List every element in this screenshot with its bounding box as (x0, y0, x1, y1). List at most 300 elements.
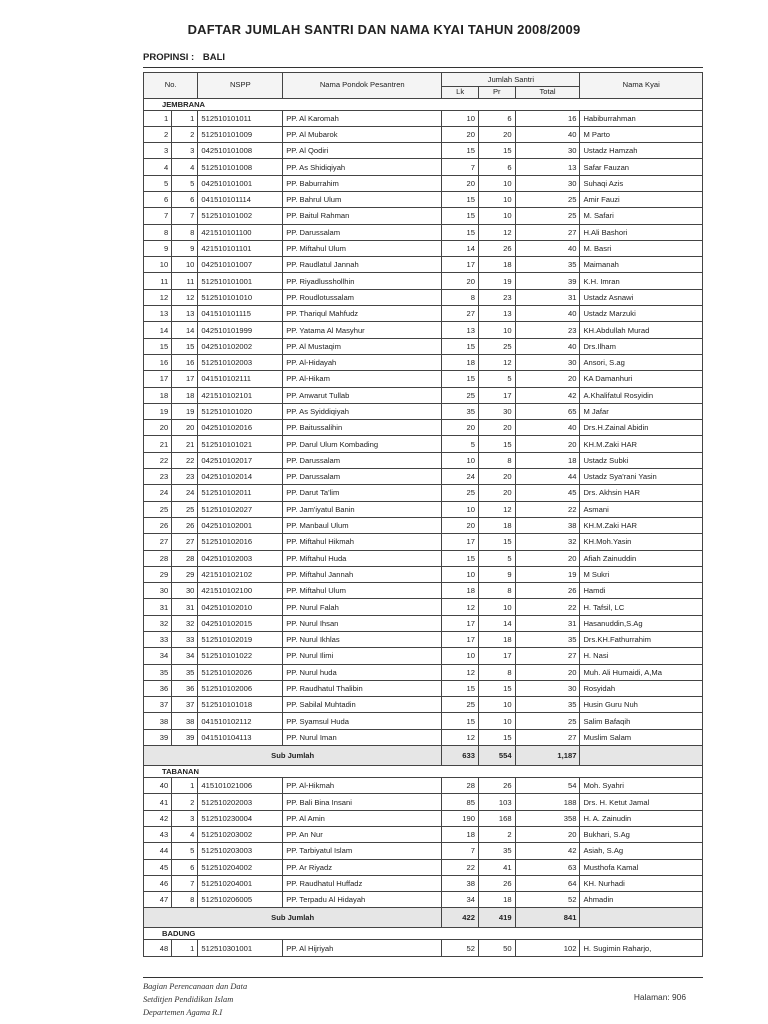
lk-cell: 20 (442, 273, 479, 289)
pr-cell: 5 (478, 550, 515, 566)
pondok-name-cell: PP. Raudlatul Jannah (283, 257, 442, 273)
lk-cell: 12 (442, 664, 479, 680)
table-row (144, 354, 703, 370)
table-row (144, 875, 703, 891)
group-number: 7 (172, 875, 198, 891)
kyai-name-cell: Ansori, S.ag (580, 354, 703, 370)
lk-cell: 17 (442, 534, 479, 550)
group-number: 16 (172, 354, 198, 370)
group-number: 19 (172, 403, 198, 419)
lk-cell: 15 (442, 550, 479, 566)
group-number: 34 (172, 648, 198, 664)
pr-cell: 12 (478, 354, 515, 370)
pondok-name-cell: PP. Anwarut Tullab (283, 387, 442, 403)
pondok-name-cell: PP. Raudhatul Huffadz (283, 875, 442, 891)
pondok-name-cell: PP. Bahrul Ulum (283, 191, 442, 207)
total-cell: 64 (515, 875, 580, 891)
nspp-cell: 042510101008 (198, 143, 283, 159)
pr-cell: 50 (478, 940, 515, 956)
total-cell: 25 (515, 191, 580, 207)
total-cell: 42 (515, 387, 580, 403)
nspp-cell: 512510101008 (198, 159, 283, 175)
group-number: 1 (172, 940, 198, 956)
lk-cell: 10 (442, 110, 479, 126)
nspp-cell: 512510101020 (198, 403, 283, 419)
pr-cell: 18 (478, 632, 515, 648)
row-number: 41 (144, 794, 172, 810)
row-number: 16 (144, 354, 172, 370)
row-number: 32 (144, 615, 172, 631)
pondok-name-cell: PP. Al Mubarok (283, 126, 442, 142)
kyai-name-cell: Ustadz Marzuki (580, 306, 703, 322)
table-row (144, 159, 703, 175)
subtotal-row (144, 746, 703, 766)
table-row (144, 713, 703, 729)
kyai-name-cell: K.H. Imran (580, 273, 703, 289)
total-cell: 27 (515, 729, 580, 745)
province-line (143, 52, 231, 63)
pr-cell: 17 (478, 387, 515, 403)
header-pondok: Nama Pondok Pesantren (283, 73, 442, 99)
province-value: BALI (202, 52, 226, 63)
total-cell: 27 (515, 224, 580, 240)
kyai-name-cell: Muslim Salam (580, 729, 703, 745)
group-header-row (144, 766, 703, 778)
subtotal-pr: 419 (478, 908, 515, 928)
row-number: 39 (144, 729, 172, 745)
table-row (144, 289, 703, 305)
pondok-name-cell: PP. As Shidiqiyah (283, 159, 442, 175)
lk-cell: 25 (442, 485, 479, 501)
table-row (144, 322, 703, 338)
pondok-name-cell: PP. Darussalam (283, 452, 442, 468)
total-cell: 30 (515, 175, 580, 191)
pondok-name-cell: PP. An Nur (283, 826, 442, 842)
kyai-name-cell: Drs.Ilham (580, 338, 703, 354)
group-number: 3 (172, 810, 198, 826)
total-cell: 20 (515, 371, 580, 387)
row-number: 26 (144, 517, 172, 533)
nspp-cell: 512510101002 (198, 208, 283, 224)
table-row (144, 566, 703, 582)
pondok-name-cell: PP. Baburrahim (283, 175, 442, 191)
total-cell: 40 (515, 240, 580, 256)
row-number: 30 (144, 583, 172, 599)
row-number: 36 (144, 680, 172, 696)
group-number: 1 (172, 110, 198, 126)
table-row (144, 143, 703, 159)
subtotal-pr: 554 (478, 746, 515, 766)
pondok-name-cell: PP. Al-Hikmah (283, 778, 442, 794)
table-row (144, 175, 703, 191)
row-number: 34 (144, 648, 172, 664)
total-cell: 25 (515, 713, 580, 729)
total-cell: 358 (515, 810, 580, 826)
pr-cell: 30 (478, 403, 515, 419)
subtotal-lk: 422 (442, 908, 479, 928)
nspp-cell: 512510101018 (198, 697, 283, 713)
nspp-cell: 512510102006 (198, 680, 283, 696)
row-number: 46 (144, 875, 172, 891)
row-number: 35 (144, 664, 172, 680)
lk-cell: 17 (442, 615, 479, 631)
group-header-row (144, 928, 703, 940)
group-number: 35 (172, 664, 198, 680)
kyai-name-cell: H. A. Zainudin (580, 810, 703, 826)
nspp-cell: 512510203002 (198, 826, 283, 842)
table-row (144, 224, 703, 240)
pondok-name-cell: PP. Al-Hidayah (283, 354, 442, 370)
pr-cell: 23 (478, 289, 515, 305)
table-row (144, 338, 703, 354)
row-number: 24 (144, 485, 172, 501)
lk-cell: 12 (442, 599, 479, 615)
nspp-cell: 512510102019 (198, 632, 283, 648)
header-total: Total (515, 87, 580, 99)
pondok-name-cell: PP. Baitul Rahman (283, 208, 442, 224)
total-cell: 44 (515, 469, 580, 485)
group-number: 7 (172, 208, 198, 224)
pr-cell: 20 (478, 420, 515, 436)
group-number: 15 (172, 338, 198, 354)
nspp-cell: 421510101100 (198, 224, 283, 240)
total-cell: 32 (515, 534, 580, 550)
table-row (144, 110, 703, 126)
nspp-cell: 041510101115 (198, 306, 283, 322)
group-number: 26 (172, 517, 198, 533)
group-number: 36 (172, 680, 198, 696)
total-cell: 52 (515, 892, 580, 908)
pr-cell: 12 (478, 224, 515, 240)
table-row (144, 843, 703, 859)
row-number: 25 (144, 501, 172, 517)
nspp-cell: 041510102111 (198, 371, 283, 387)
footer-line-3: Departemen Agama R.I (143, 1008, 223, 1017)
row-number: 17 (144, 371, 172, 387)
nspp-cell: 512510301001 (198, 940, 283, 956)
lk-cell: 15 (442, 208, 479, 224)
pr-cell: 168 (478, 810, 515, 826)
row-number: 9 (144, 240, 172, 256)
table-row (144, 680, 703, 696)
subtotal-total: 841 (515, 908, 580, 928)
pr-cell: 15 (478, 436, 515, 452)
total-cell: 42 (515, 843, 580, 859)
header-kyai: Nama Kyai (580, 73, 703, 99)
table-row (144, 826, 703, 842)
group-name: JEMBRANA (144, 98, 703, 110)
pondok-name-cell: PP. Ar Riyadz (283, 859, 442, 875)
table-row (144, 273, 703, 289)
footer (143, 980, 247, 1019)
row-number: 43 (144, 826, 172, 842)
pr-cell: 15 (478, 680, 515, 696)
nspp-cell: 512510203003 (198, 843, 283, 859)
kyai-name-cell: Afiah Zainuddin (580, 550, 703, 566)
header-no: No. (144, 73, 198, 99)
lk-cell: 15 (442, 143, 479, 159)
document-title: DAFTAR JUMLAH SANTRI DAN NAMA KYAI TAHUN 2008/2009 (187, 22, 581, 37)
row-number: 38 (144, 713, 172, 729)
kyai-name-cell: Suhaqi Azis (580, 175, 703, 191)
pondok-name-cell: PP. Al Qodiri (283, 143, 442, 159)
kyai-name-cell: KH.Moh.Yasin (580, 534, 703, 550)
kyai-name-cell: Drs. Akhsin HAR (580, 485, 703, 501)
lk-cell: 17 (442, 257, 479, 273)
total-cell: 31 (515, 289, 580, 305)
kyai-name-cell: Maimanah (580, 257, 703, 273)
pondok-name-cell: PP. Nurul Ihsan (283, 615, 442, 631)
subtotal-label: Sub Jumlah (144, 908, 442, 928)
pr-cell: 10 (478, 175, 515, 191)
subtotal-empty (580, 746, 703, 766)
kyai-name-cell: H. Sugimin Raharjo, (580, 940, 703, 956)
row-number: 29 (144, 566, 172, 582)
nspp-cell: 042510101001 (198, 175, 283, 191)
table-row (144, 550, 703, 566)
kyai-name-cell: KH.M.Zaki HAR (580, 436, 703, 452)
kyai-name-cell: M Parto (580, 126, 703, 142)
group-number: 4 (172, 826, 198, 842)
pondok-name-cell: PP. Tarbiyatul Islam (283, 843, 442, 859)
pr-cell: 15 (478, 143, 515, 159)
row-number: 37 (144, 697, 172, 713)
kyai-name-cell: Asiah, S.Ag (580, 843, 703, 859)
table-row (144, 632, 703, 648)
row-number: 44 (144, 843, 172, 859)
kyai-name-cell: Ustadz Asnawi (580, 289, 703, 305)
kyai-name-cell: Rosyidah (580, 680, 703, 696)
santri-table (143, 72, 703, 957)
pondok-name-cell: PP. Al-Hikam (283, 371, 442, 387)
pondok-name-cell: PP. Thariqul Mahfudz (283, 306, 442, 322)
lk-cell: 15 (442, 713, 479, 729)
footer-divider (143, 977, 703, 978)
nspp-cell: 042510102003 (198, 550, 283, 566)
pondok-name-cell: PP. Al Mustaqim (283, 338, 442, 354)
table-row (144, 697, 703, 713)
row-number: 15 (144, 338, 172, 354)
total-cell: 39 (515, 273, 580, 289)
pr-cell: 10 (478, 599, 515, 615)
kyai-name-cell: Ustadz Subki (580, 452, 703, 468)
pr-cell: 5 (478, 371, 515, 387)
row-number: 13 (144, 306, 172, 322)
pondok-name-cell: PP. Al Hijriyah (283, 940, 442, 956)
pondok-name-cell: PP. Darut Ta'lim (283, 485, 442, 501)
total-cell: 20 (515, 436, 580, 452)
nspp-cell: 512510102003 (198, 354, 283, 370)
pondok-name-cell: PP. Darussalam (283, 224, 442, 240)
nspp-cell: 042510102010 (198, 599, 283, 615)
lk-cell: 7 (442, 159, 479, 175)
group-number: 23 (172, 469, 198, 485)
group-number: 14 (172, 322, 198, 338)
pr-cell: 20 (478, 126, 515, 142)
group-number: 22 (172, 452, 198, 468)
row-number: 8 (144, 224, 172, 240)
table-row (144, 810, 703, 826)
lk-cell: 24 (442, 469, 479, 485)
lk-cell: 15 (442, 224, 479, 240)
kyai-name-cell: Amir Fauzi (580, 191, 703, 207)
pondok-name-cell: PP. As Syiddiqiyah (283, 403, 442, 419)
group-number: 12 (172, 289, 198, 305)
row-number: 28 (144, 550, 172, 566)
pr-cell: 6 (478, 110, 515, 126)
group-number: 39 (172, 729, 198, 745)
kyai-name-cell: Muh. Ali Humaidi, A,Ma (580, 664, 703, 680)
header-lk: Lk (442, 87, 479, 99)
total-cell: 30 (515, 680, 580, 696)
lk-cell: 10 (442, 648, 479, 664)
group-number: 27 (172, 534, 198, 550)
pr-cell: 20 (478, 469, 515, 485)
pondok-name-cell: PP. Miftahul Jannah (283, 566, 442, 582)
kyai-name-cell: Hasanuddin,S.Ag (580, 615, 703, 631)
table-row (144, 892, 703, 908)
nspp-cell: 421510102100 (198, 583, 283, 599)
lk-cell: 13 (442, 322, 479, 338)
total-cell: 40 (515, 420, 580, 436)
group-number: 28 (172, 550, 198, 566)
group-number: 5 (172, 175, 198, 191)
pondok-name-cell: PP. Miftahul Huda (283, 550, 442, 566)
lk-cell: 18 (442, 583, 479, 599)
total-cell: 38 (515, 517, 580, 533)
kyai-name-cell: Musthofa Kamal (580, 859, 703, 875)
total-cell: 188 (515, 794, 580, 810)
pr-cell: 15 (478, 729, 515, 745)
table-row (144, 257, 703, 273)
pr-cell: 103 (478, 794, 515, 810)
pr-cell: 13 (478, 306, 515, 322)
nspp-cell: 042510102014 (198, 469, 283, 485)
total-cell: 25 (515, 208, 580, 224)
group-number: 37 (172, 697, 198, 713)
lk-cell: 17 (442, 632, 479, 648)
header-pr: Pr (478, 87, 515, 99)
total-cell: 22 (515, 599, 580, 615)
lk-cell: 34 (442, 892, 479, 908)
kyai-name-cell: Drs. H. Ketut Jamal (580, 794, 703, 810)
lk-cell: 190 (442, 810, 479, 826)
row-number: 1 (144, 110, 172, 126)
nspp-cell: 512510204001 (198, 875, 283, 891)
group-number: 31 (172, 599, 198, 615)
table-row (144, 485, 703, 501)
lk-cell: 7 (442, 843, 479, 859)
nspp-cell: 512510101021 (198, 436, 283, 452)
group-number: 8 (172, 892, 198, 908)
lk-cell: 5 (442, 436, 479, 452)
row-number: 19 (144, 403, 172, 419)
row-number: 12 (144, 289, 172, 305)
pondok-name-cell: PP. Darussalam (283, 469, 442, 485)
pr-cell: 35 (478, 843, 515, 859)
lk-cell: 25 (442, 697, 479, 713)
lk-cell: 14 (442, 240, 479, 256)
pondok-name-cell: PP. Miftahul Hikmah (283, 534, 442, 550)
lk-cell: 22 (442, 859, 479, 875)
table-row (144, 191, 703, 207)
nspp-cell: 512510102011 (198, 485, 283, 501)
nspp-cell: 512510102026 (198, 664, 283, 680)
table-row (144, 420, 703, 436)
group-name: TABANAN (144, 766, 703, 778)
group-number: 25 (172, 501, 198, 517)
pr-cell: 8 (478, 452, 515, 468)
nspp-cell: 042510101007 (198, 257, 283, 273)
total-cell: 30 (515, 354, 580, 370)
nspp-cell: 512510102016 (198, 534, 283, 550)
kyai-name-cell: Bukhari, S.Ag (580, 826, 703, 842)
table-row (144, 778, 703, 794)
total-cell: 35 (515, 632, 580, 648)
lk-cell: 8 (442, 289, 479, 305)
table-row (144, 729, 703, 745)
pr-cell: 18 (478, 257, 515, 273)
pr-cell: 26 (478, 240, 515, 256)
pr-cell: 17 (478, 648, 515, 664)
kyai-name-cell: Ustadz Sya'rani Yasin (580, 469, 703, 485)
kyai-name-cell: Moh. Syahri (580, 778, 703, 794)
lk-cell: 10 (442, 566, 479, 582)
table-row (144, 208, 703, 224)
nspp-cell: 042510102017 (198, 452, 283, 468)
pr-cell: 26 (478, 875, 515, 891)
table-row (144, 664, 703, 680)
total-cell: 16 (515, 110, 580, 126)
nspp-cell: 042510102016 (198, 420, 283, 436)
nspp-cell: 512510102027 (198, 501, 283, 517)
kyai-name-cell: Ustadz Hamzah (580, 143, 703, 159)
lk-cell: 85 (442, 794, 479, 810)
nspp-cell: 041510104113 (198, 729, 283, 745)
table-row (144, 403, 703, 419)
kyai-name-cell: KH.M.Zaki HAR (580, 517, 703, 533)
pr-cell: 25 (478, 338, 515, 354)
row-number: 7 (144, 208, 172, 224)
nspp-cell: 512510101009 (198, 126, 283, 142)
lk-cell: 20 (442, 175, 479, 191)
group-number: 9 (172, 240, 198, 256)
kyai-name-cell: H.Ali Bashori (580, 224, 703, 240)
table-row (144, 859, 703, 875)
total-cell: 23 (515, 322, 580, 338)
group-name: BADUNG (144, 928, 703, 940)
pr-cell: 18 (478, 892, 515, 908)
total-cell: 20 (515, 550, 580, 566)
kyai-name-cell: Hamdi (580, 583, 703, 599)
pr-cell: 12 (478, 501, 515, 517)
group-number: 17 (172, 371, 198, 387)
kyai-name-cell: Salim Bafaqih (580, 713, 703, 729)
group-number: 2 (172, 794, 198, 810)
row-number: 11 (144, 273, 172, 289)
row-number: 31 (144, 599, 172, 615)
pr-cell: 8 (478, 664, 515, 680)
nspp-cell: 415101021006 (198, 778, 283, 794)
total-cell: 35 (515, 257, 580, 273)
kyai-name-cell: Drs.KH.Fathurrahim (580, 632, 703, 648)
pr-cell: 18 (478, 517, 515, 533)
kyai-name-cell: H. Nasi (580, 648, 703, 664)
footer-line-2: Setditjen Pendidikan Islam (143, 995, 234, 1004)
pondok-name-cell: PP. Terpadu Al Hidayah (283, 892, 442, 908)
lk-cell: 15 (442, 371, 479, 387)
pr-cell: 10 (478, 191, 515, 207)
